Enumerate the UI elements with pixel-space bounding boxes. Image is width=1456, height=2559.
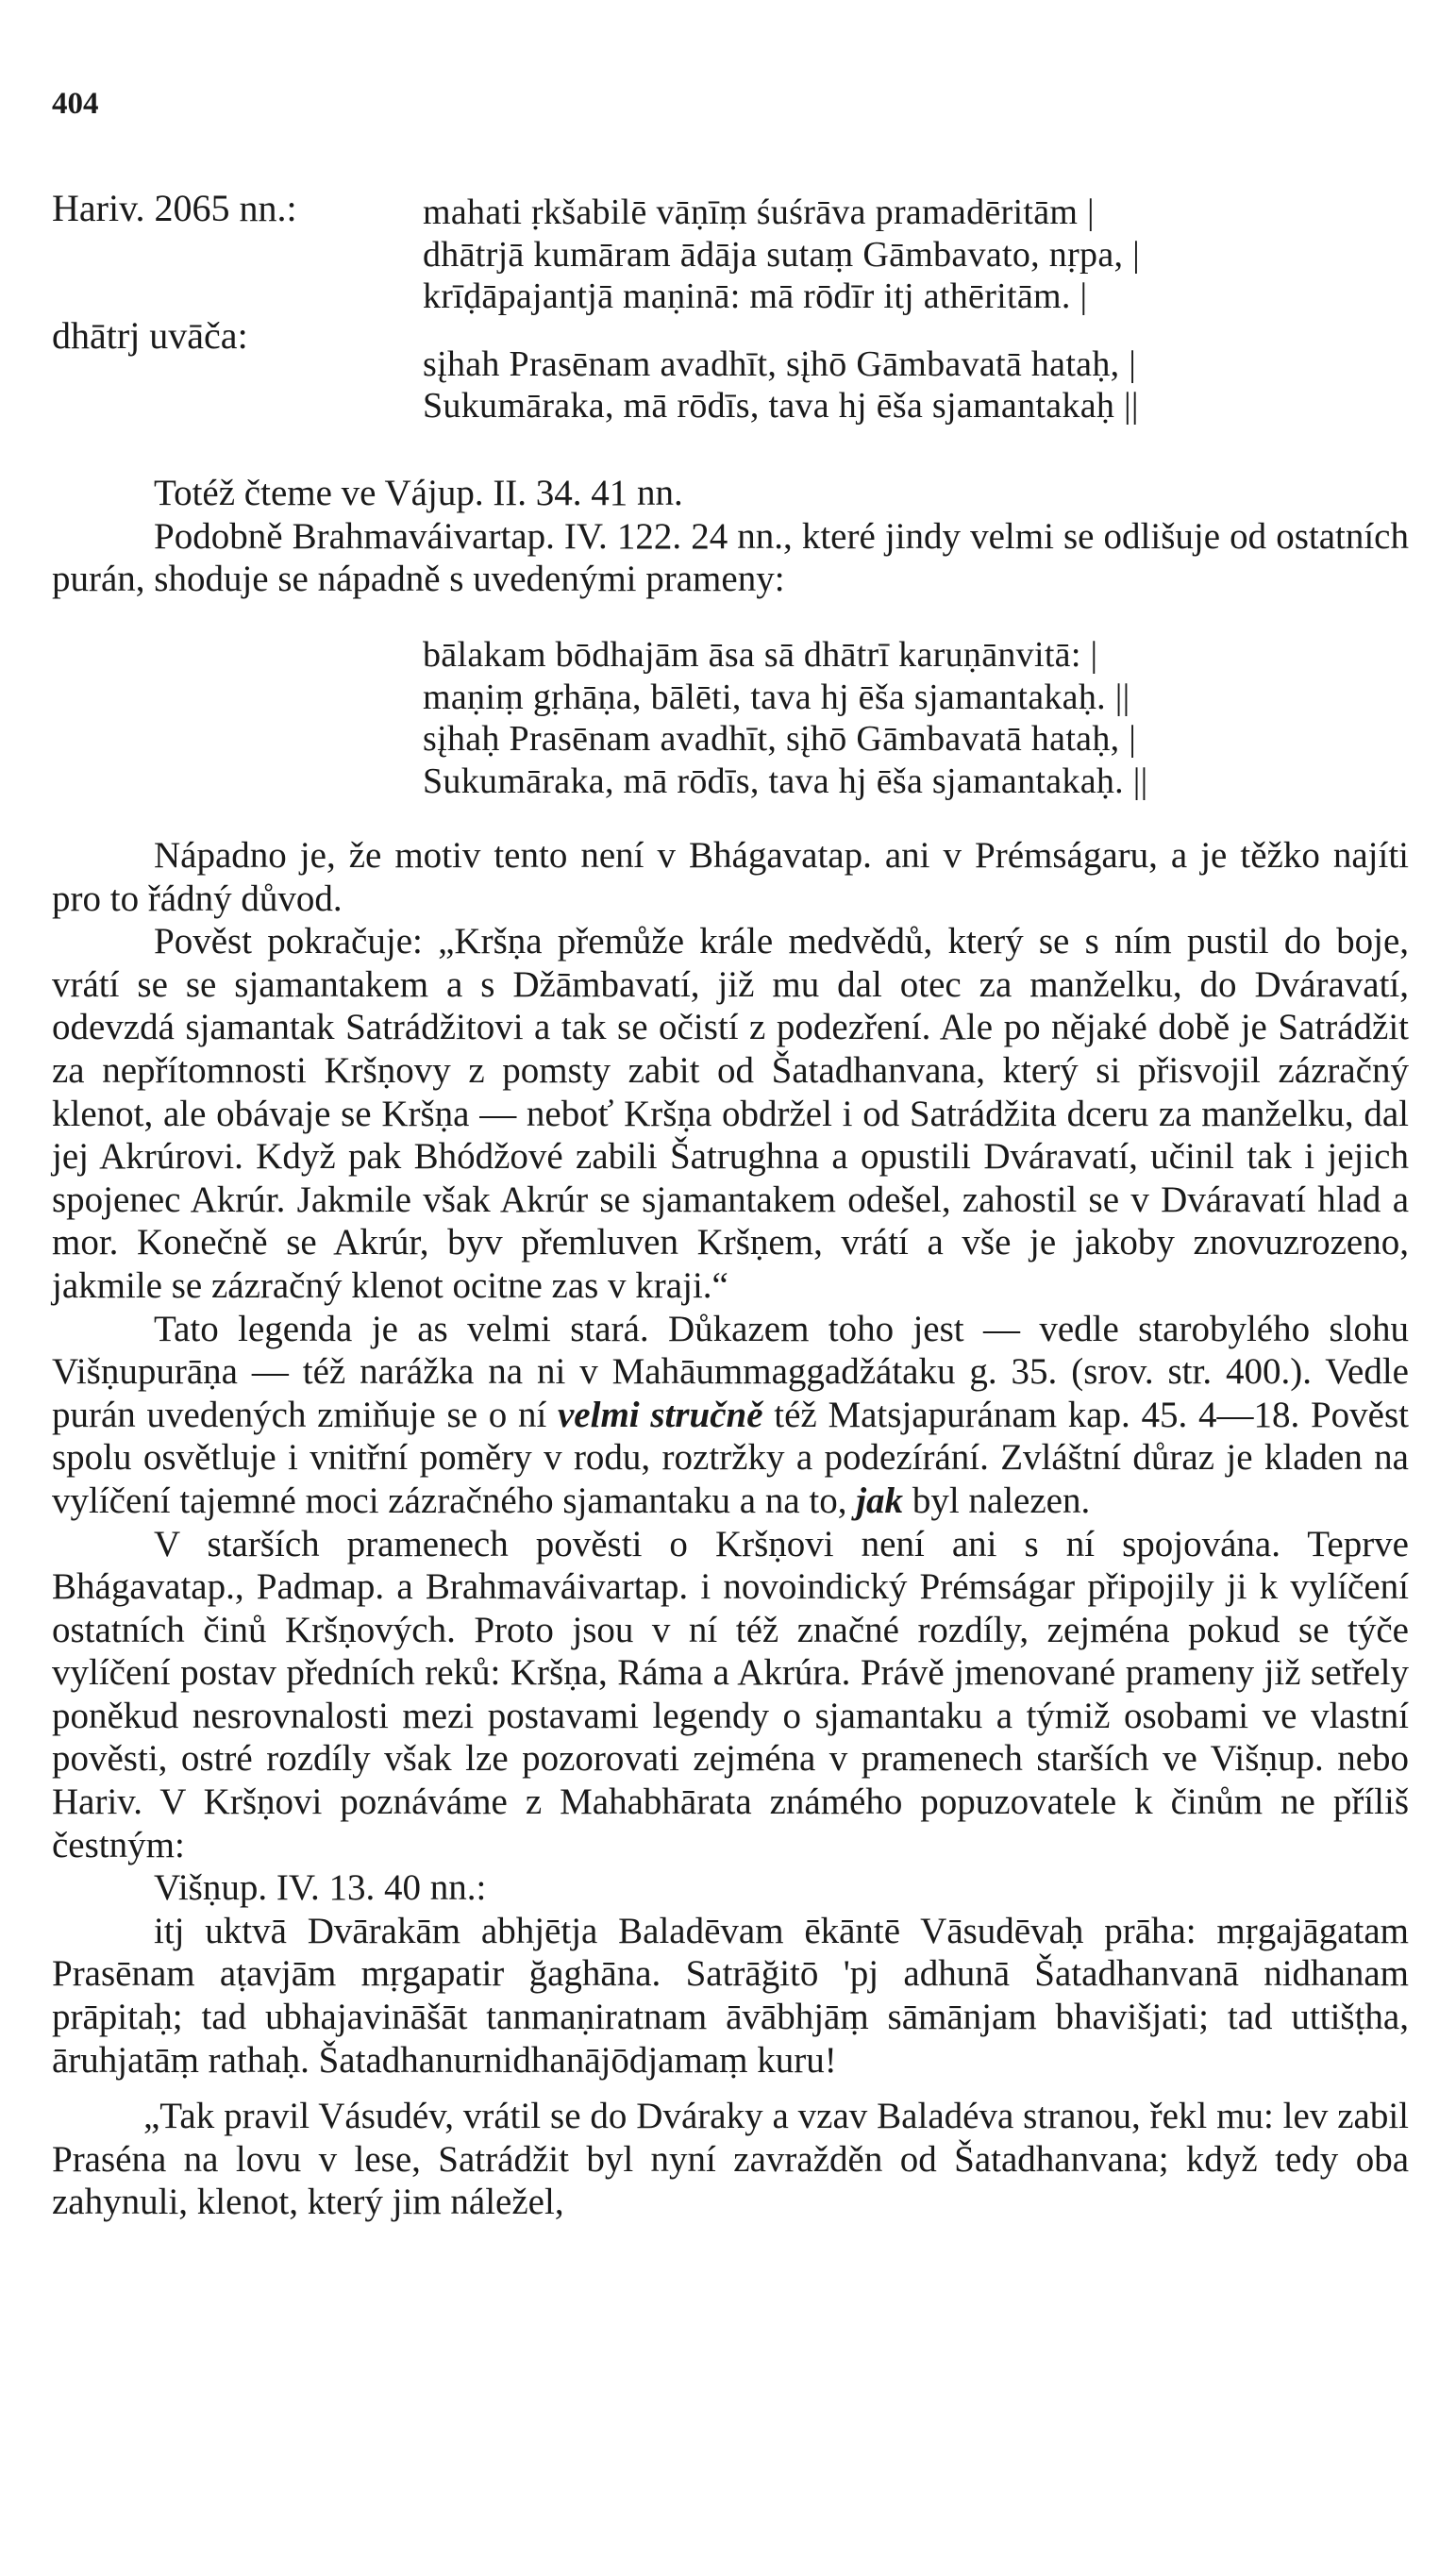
verse-line: sįhah Prasēnam avadhīt, sįhō Gāmbavatā hataḥ, | [423,343,1137,384]
paragraph-sanskrit: itj uktvā Dvārakām abhjētja Baladēvam ēkāntē Vāsudēvaḥ prāha: mṛgajāgatam Prasēnam aṭavjām mṛgapatir ğaghāna. Satrāğitō 'pj adhunā Šatadhanvanā nidhanam prāpitaḥ; tad ubhajavināšāt tanmaṇiratnam āvābhjāṃ sāmānjam bhavišjati; tad uttišṭha, āruhjatāṃ rathaḥ. Šatadhanurnidhanājōdjamaṃ kuru! [52,1910,1409,2081]
prose-block-intro [52,472,1409,601]
verse-line: Sukumāraka, mā rōdīs, tava hj ēša sjamantakaḥ. || [423,761,1148,801]
paragraph: Totéž čteme ve Vájup. II. 34. 41 nn. [154,473,683,513]
text-run: Tato legenda je as velmi stará. Důkazem toho jest — vedle starobylého slohu Višṇupurāṇa — též narážka na ni v Mahāummaggadžátaku g. 35. (srov. str. 400.). Vedle purán uvedených zmiňuje se o ní [52,1308,1409,1435]
verse-line: Sukumāraka, mā rōdīs, tava hj ēša sjamantakaḥ || [423,386,1139,426]
emphasis: velmi stručně [558,1394,763,1435]
paragraph-reference: Višṇup. IV. 13. 40 nn.: [154,1867,487,1909]
text-run: též Matsjapuránam kap. 45. 4—18. Pověst spolu osvětluje i vnitřní poměry v rodu, roztržky a podezírání. Zvláštní důraz je kladen na vylíčení tajemné moci zázračného sjamantaku a na to, [52,1394,1409,1521]
paragraph [52,1308,1409,1523]
paragraph: Pověst pokračuje: „Kršṇa přemůže krále medvědů, který se s ním pustil do boje, vrátí se se sjamantakem a s Džāmbavatí, již mu dal otec za manželku, do Dváravatí, odevzdá sjamantak Satrádžitovi a tak se očistí z podezření. Ale po nějaké době je Satrádžit za nepřítomnosti Kršṇovy z pomsty zabit od Šatadhanvana, který si přisvojil zázračný klenot, ale obávaje se Kršṇa — neboť Kršṇa obdržel i od Satrádžita dceru za manželku, dal jej Akrúrovi. Když pak Bhódžové zabili Šatrughna a opustili Dváravatí, učinil tak i jejich spojenec Akrúr. Jakmile však Akrúr se sjamantakem odešel, zahostil se v Dváravatí hlad a mor. Konečně se Akrúr, byv přemluven Kršṇem, vrátí a vše je jakoby znovuzrozeno, jakmile se zázračný klenot ocitne zas v kraji.“ [52,921,1409,1306]
page-number: 404 [52,87,99,121]
paragraph-translation: „Tak pravil Vásudév, vrátil se do Dváraky a vzav Baladéva stranou, řekl mu: lev zabil Praséna na lovu v lese, Satrádžit byl nyní zavražděn od Šatadhanvana; když tedy oba zahynuli, klenot, který jim náležel, [52,2096,1409,2223]
dhatrj-uvaca-label: dhātrj uvāča: [52,314,248,357]
verse-line: maṇiṃ gṛhāṇa, bālēti, tava hj ēša sjamantakaḥ. || [423,677,1130,717]
verse-line: sįhaḥ Prasēnam avadhīt, sįhō Gāmbavatā hataḥ, | [423,719,1137,759]
paragraph: Nápadno je, že motiv tento není v Bhágavatap. ani v Prémságaru, a je těžko najíti pro to řádný důvod. [52,835,1409,919]
text-run: byl nalezen. [903,1480,1091,1521]
paragraph: V starších pramenech pověsti o Kršṇovi není ani s ní spojována. Teprve Bhágavatap., Padmap. a Brahmaváivartap. i novoindický Prémságar připojily ji k vylíčení ostatních činů Kršṇových. Proto jsou v ní též značné rozdíly, zejména pokud se týče vylíčení postav předních reků: Kršṇa, Ráma a Akrúra. Právě jmenované prameny již setřely poněkud nesrovnalosti mezi postavami legendy o sjamantaku a týmiž osobami ve vlastní pověsti, ostré rozdíly však lze pozorovati zejména v pramenech starších ve Višṇup. nebo Hariv. V Kršṇovi poznáváme z Mahabhārata známého popuzovatele k činům ne příliš čestným: [52,1523,1409,1865]
verse-block-hariv [423,192,1423,427]
verse-block-brahma [423,634,1423,802]
verse-line: dhātrjā kumāram ādāja sutaṃ Gāmbavato, nṛpa, | [423,234,1141,275]
verse-line: mahati ṛkšabilē vāṇīṃ śuśrāva pramadēritām | [423,192,1095,232]
verse-line: bālakam bōdhajām āsa sā dhātrī karuṇānvitā: | [423,635,1098,675]
hariv-reference-label: Hariv. 2065 nn.: [52,187,297,229]
prose-block-main [52,834,1409,2224]
paragraph: Podobně Brahmaváivartap. IV. 122. 24 nn., které jindy velmi se odlišuje od ostatních purán, shoduje se nápadně s uvedenými prameny: [52,515,1409,600]
verse-line: krīḍāpajantjā maṇinā: mā rōdīr itj athēritām. | [423,276,1088,316]
emphasis: jak [856,1480,904,1521]
